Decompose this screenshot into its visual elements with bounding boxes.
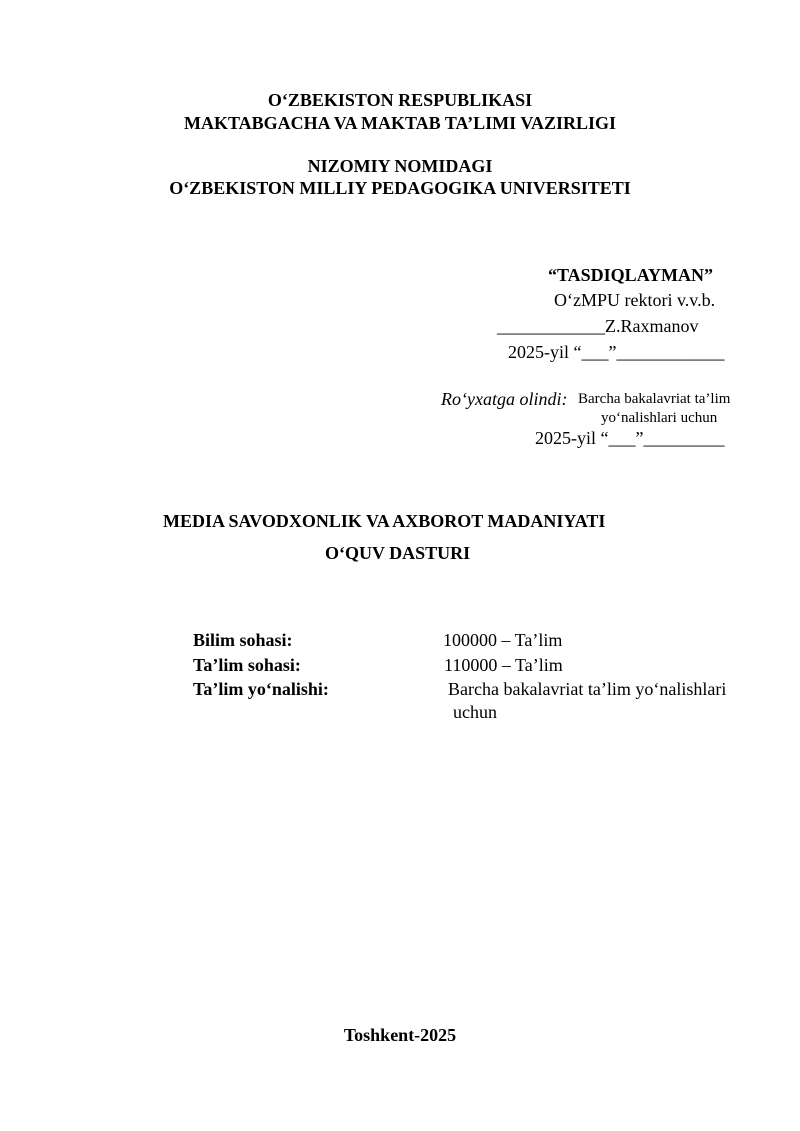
approval-date: 2025-yil “___”____________ [508, 342, 725, 362]
header-ministry-line1: O‘ZBEKISTON RESPUBLIKASI [267, 90, 533, 110]
detail-value-education-area: 110000 – Ta’lim [444, 655, 563, 675]
header-university-line1: NIZOMIY NOMIDAGI [307, 156, 493, 176]
approval-role: O‘zMPU rektori v.v.b. [554, 290, 716, 310]
registration-text-line2: yo‘nalishlari uchun [601, 410, 718, 426]
document-title-line2: O‘QUV DASTURI [325, 543, 471, 563]
detail-value-knowledge-area: 100000 – Ta’lim [443, 630, 563, 650]
document-title-line1: MEDIA SAVODXONLIK VA AXBOROT MADANIYATI [163, 511, 606, 531]
header-ministry-line2: MAKTABGACHA VA MAKTAB TA’LIMI VAZIRLIGI [183, 113, 617, 133]
approval-title: “TASDIQLAYMAN” [548, 265, 714, 285]
detail-value-education-direction-line2: uchun [453, 702, 497, 722]
detail-value-education-direction: Barcha bakalavriat ta’lim yo‘nalishlari [448, 679, 727, 699]
detail-label-education-direction: Ta’lim yo‘nalishi: [193, 679, 329, 699]
registration-label: Ro‘yxatga olindi: [441, 389, 568, 409]
registration-date: 2025-yil “___”_________ [535, 428, 725, 448]
registration-text-line1: Barcha bakalavriat ta’lim [578, 391, 731, 407]
detail-label-education-area: Ta’lim sohasi: [193, 655, 301, 675]
header-university-line2: O‘ZBEKISTON MILLIY PEDAGOGIKA UNIVERSITETI [169, 178, 631, 198]
footer-place-year: Toshkent-2025 [343, 1025, 457, 1045]
approval-signature: ____________Z.Raxmanov [497, 316, 699, 336]
detail-label-knowledge-area: Bilim sohasi: [193, 630, 293, 650]
